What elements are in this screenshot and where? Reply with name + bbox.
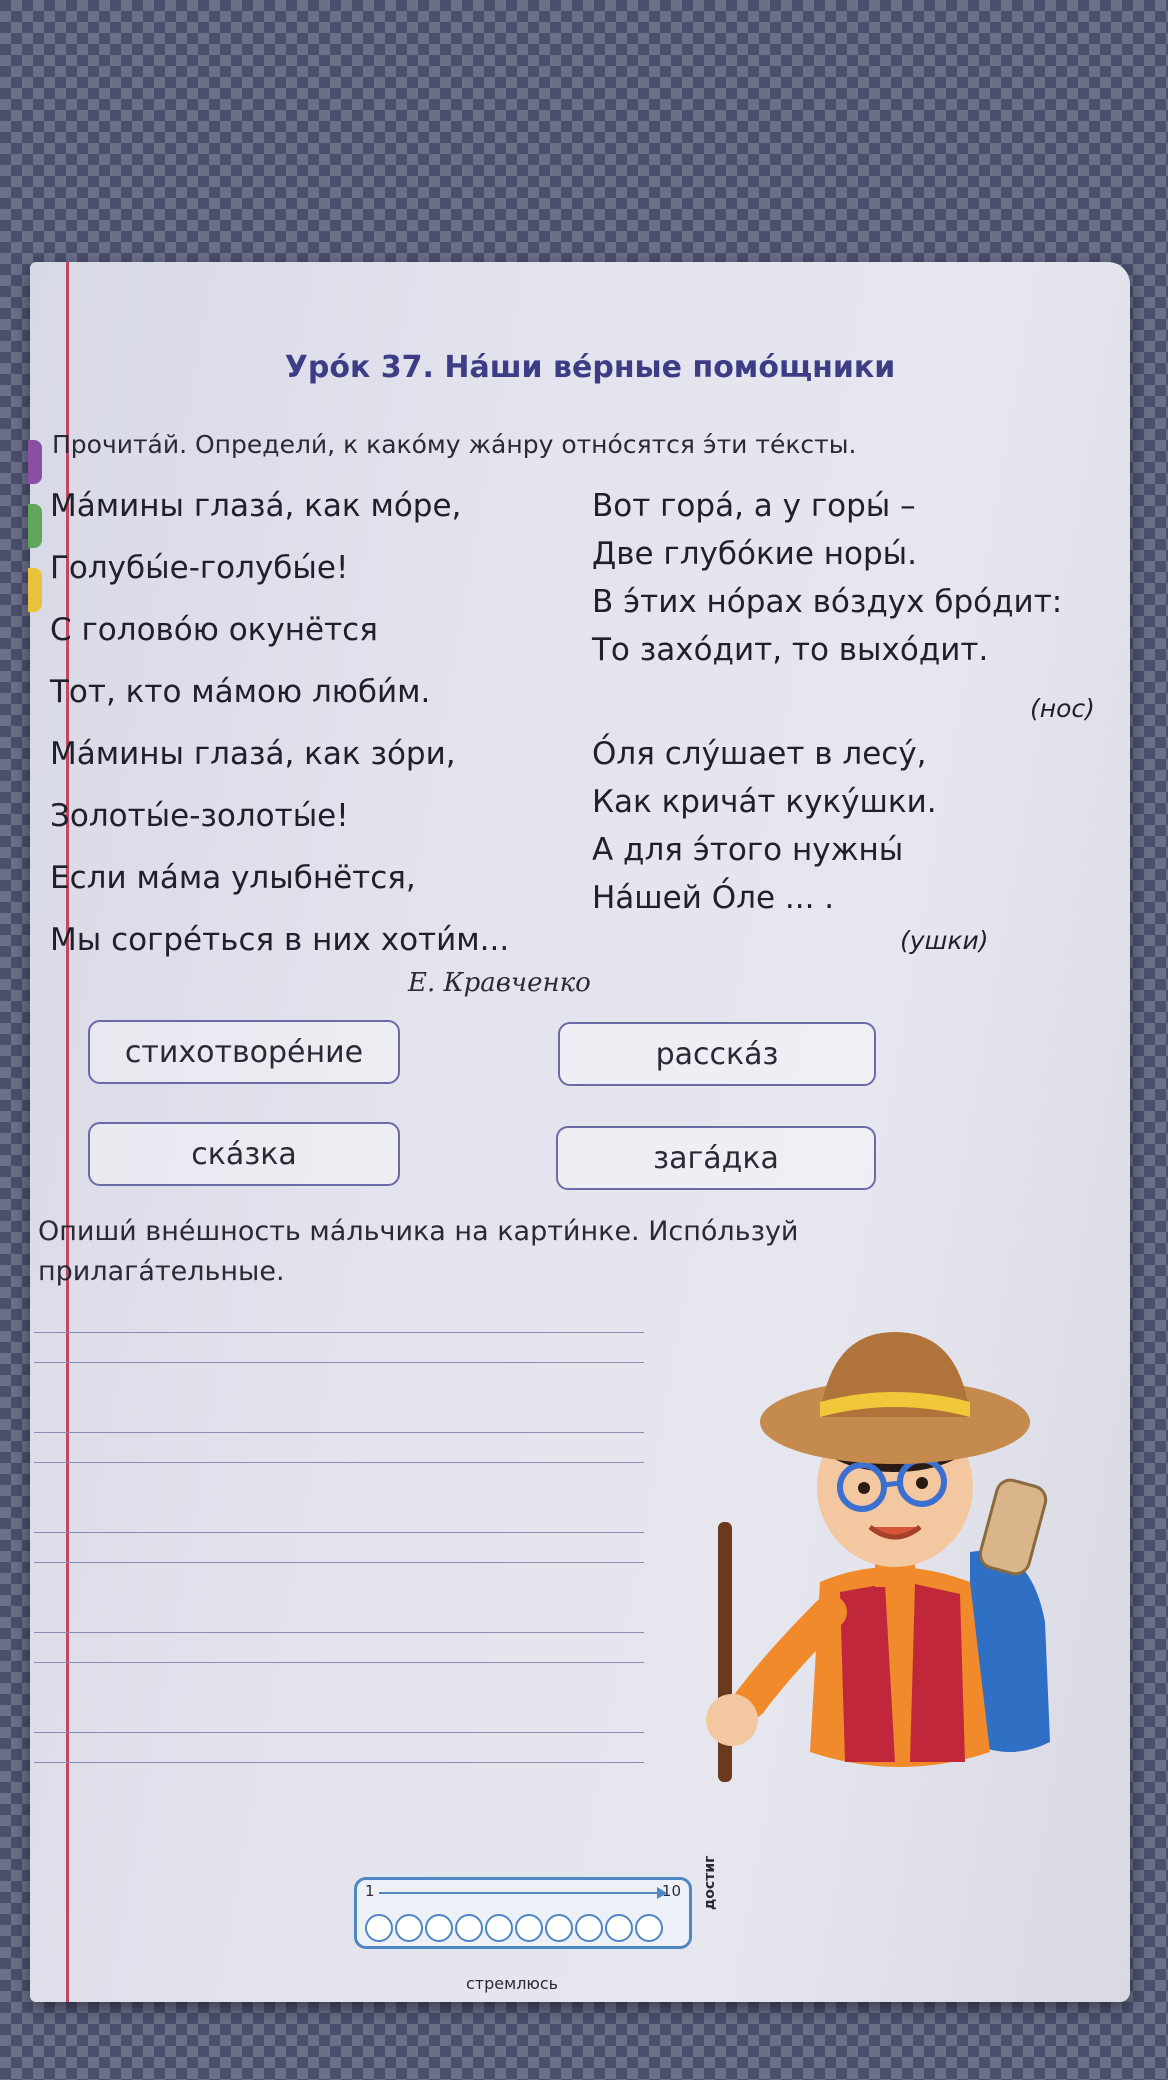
genre-option-poem[interactable]: стихотворе́ние — [88, 1020, 400, 1084]
self-assessment-scale — [354, 1877, 692, 1949]
write-line[interactable] — [34, 1662, 644, 1663]
side-tab-yellow — [28, 568, 42, 612]
riddle-line: На́шей О́ле ... . — [592, 880, 835, 916]
scale-circles[interactable] — [365, 1914, 663, 1942]
write-line[interactable] — [34, 1332, 644, 1333]
scale-circle-1[interactable] — [365, 1914, 393, 1942]
riddle-line: А для э́того нужны́ — [592, 832, 904, 868]
eye-left — [858, 1482, 870, 1494]
riddle-line: О́ля слу́шает в лесу́, — [592, 736, 927, 772]
scale-circle-4[interactable] — [455, 1914, 483, 1942]
scale-circle-9[interactable] — [605, 1914, 633, 1942]
scale-circle-2[interactable] — [395, 1914, 423, 1942]
write-line[interactable] — [34, 1732, 644, 1733]
scale-circle-10[interactable] — [635, 1914, 663, 1942]
write-line[interactable] — [34, 1462, 644, 1463]
scale-label-achieved: достиг — [702, 1855, 718, 1910]
write-line[interactable] — [34, 1762, 644, 1763]
scale-circle-7[interactable] — [545, 1914, 573, 1942]
scale-label-striving: стремлюсь — [466, 1974, 559, 1993]
riddle-line: Вот гора́, а у горы́ – — [592, 488, 916, 524]
scale-end-number: 10 — [661, 1882, 681, 1900]
vest-right — [910, 1584, 965, 1762]
poem-line: Если ма́ма улыбнётся, — [50, 860, 416, 896]
eye-right — [916, 1477, 928, 1489]
poem-line: Голубы́е-голубы́е! — [50, 550, 349, 586]
lesson-title: Уро́к 37. На́ши ве́рные помо́щники — [284, 350, 896, 385]
riddle-line: Как крича́т куку́шки. — [592, 784, 937, 820]
riddle-answer: (нос) — [1030, 694, 1095, 723]
riddle-answer: (ушки) — [900, 926, 989, 955]
scale-circle-6[interactable] — [515, 1914, 543, 1942]
genre-option-riddle[interactable]: зага́дка — [556, 1126, 876, 1190]
poem-line: С голово́ю окунётся — [50, 612, 378, 648]
riddle-line: В э́тих но́рах во́здух бро́дит: — [592, 584, 1063, 620]
poem-line: Тот, кто ма́мою люби́м. — [50, 674, 431, 710]
scale-start-number: 1 — [365, 1882, 375, 1900]
scale-circle-8[interactable] — [575, 1914, 603, 1942]
genre-option-fairy-tale[interactable]: ска́зка — [88, 1122, 400, 1186]
riddle-line: То захо́дит, то выхо́дит. — [592, 632, 989, 668]
map-scroll — [977, 1477, 1049, 1577]
side-tab-purple — [28, 440, 42, 484]
hand — [706, 1694, 758, 1746]
riddle-line: Две глубо́кие норы́. — [592, 536, 917, 572]
poem-line: Ма́мины глаза́, как зо́ри, — [50, 736, 456, 772]
poem-line: Золоты́е-золоты́е! — [50, 798, 349, 834]
workbook-page — [30, 262, 1130, 2002]
boy-illustration — [670, 1322, 1100, 1822]
poem-author: Е. Кравченко — [408, 968, 591, 998]
poem-line: Мы согре́ться в них хоти́м... — [50, 922, 510, 958]
write-line[interactable] — [34, 1432, 644, 1433]
scale-arrow-icon — [379, 1892, 659, 1894]
glasses-bridge — [884, 1483, 900, 1485]
write-line[interactable] — [34, 1362, 644, 1363]
scale-circle-3[interactable] — [425, 1914, 453, 1942]
task2-instruction: Опиши́ вне́шность ма́льчика на карти́нке. Испо́льзуй прилага́тельные. — [38, 1216, 799, 1287]
write-line[interactable] — [34, 1532, 644, 1533]
write-line[interactable] — [34, 1632, 644, 1633]
write-line[interactable] — [34, 1562, 644, 1563]
scale-circle-5[interactable] — [485, 1914, 513, 1942]
genre-option-story[interactable]: расска́з — [558, 1022, 876, 1086]
poem-line: Ма́мины глаза́, как мо́ре, — [50, 488, 462, 524]
task1-instruction: Прочита́й. Определи́, к како́му жа́нру отно́сятся э́ти те́ксты. — [52, 430, 857, 459]
side-tab-green — [28, 504, 42, 548]
